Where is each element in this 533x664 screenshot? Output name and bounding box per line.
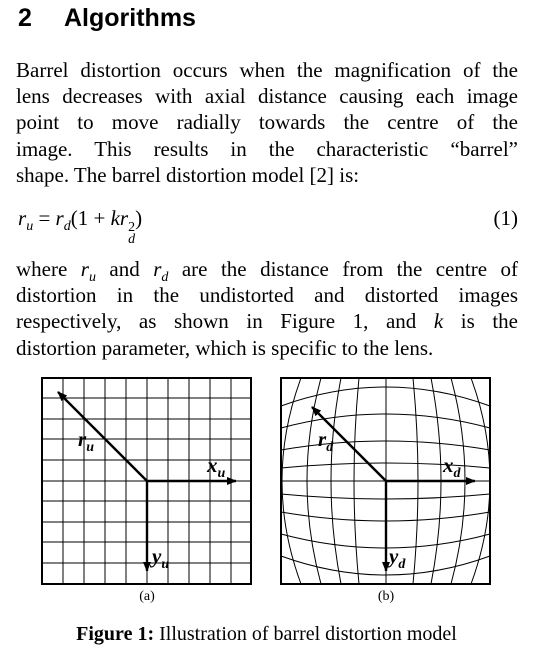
panel-a-label: (a) xyxy=(139,589,155,604)
caption-label: Figure 1: xyxy=(76,623,155,645)
section-number: 2 xyxy=(18,4,32,32)
section-heading xyxy=(18,4,196,33)
undistorted-grid-diagram xyxy=(40,376,255,588)
paragraph-2-line: distortion parameter, which is specific to the lens. xyxy=(16,335,434,360)
figure-caption xyxy=(0,623,533,646)
section-title: Algorithms xyxy=(64,4,196,32)
figure-panel-b xyxy=(279,376,494,588)
paragraph-2-line: distortion in the undistorted and distorted images xyxy=(16,283,518,308)
paragraph-1-line: point to move radially towards the centre of the xyxy=(16,110,518,135)
radius-arrow xyxy=(58,392,147,481)
paragraph-1-line: shape. The barrel distortion model [2] is: xyxy=(16,162,360,187)
figure-panel-a xyxy=(40,376,255,588)
distorted-grid-diagram xyxy=(279,376,494,588)
equation-number: (1) xyxy=(493,206,518,230)
paragraph-1-line: image. This results in the characteristic “barrel” xyxy=(16,136,518,161)
paragraph-2-line: where $r_u$ and $r_d$ are the distance from the centre of xyxy=(16,257,518,286)
paragraph-1-line: Barrel distortion occurs when the magnification of the xyxy=(16,58,518,82)
caption-text: Illustration of barrel distortion model xyxy=(154,623,457,645)
paragraph-2-line: respectively, as shown in Figure 1, and k is the xyxy=(16,309,518,334)
radius-label: $r_d$ xyxy=(318,427,334,455)
paragraph-1 xyxy=(16,57,518,188)
radius-label: $r_u$ xyxy=(78,427,94,455)
panel-b-label: (b) xyxy=(377,589,395,604)
equation-1 xyxy=(18,206,518,247)
x-axis-label: $x_d$ xyxy=(443,453,461,481)
y-axis-label: $y_u$ xyxy=(152,544,170,572)
x-axis-label: $x_u$ xyxy=(207,453,226,481)
paragraph-2 xyxy=(16,256,518,361)
y-axis-label: $y_d$ xyxy=(389,544,406,572)
equation-formula: $r_u = r_d(1$ + kr 2 d ) xyxy=(18,206,143,247)
paragraph-1-line: lens decreases with axial distance causing each image xyxy=(16,84,518,109)
